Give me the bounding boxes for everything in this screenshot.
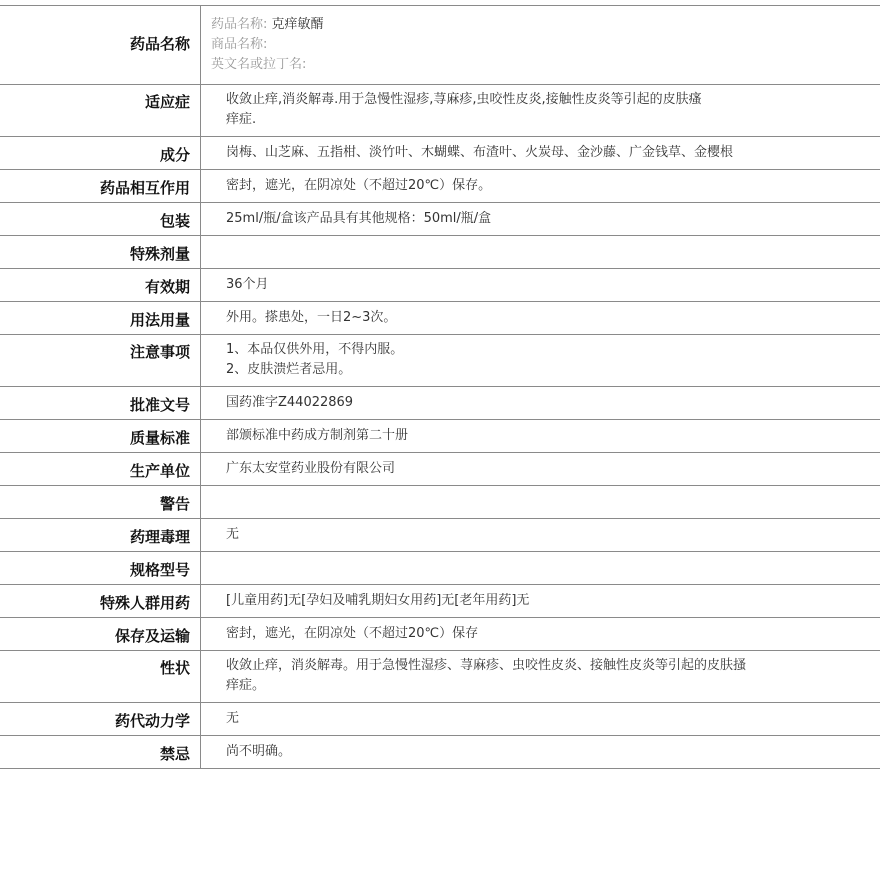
row-pharmacokinetics [0,703,880,736]
value-indications [201,85,880,137]
row-contraindications [0,736,880,769]
label-drug-name: 药品名称 [0,6,201,85]
value-packaging: 25ml/瓶/盒该产品具有其他规格：50ml/瓶/盒 [201,203,880,236]
row-packaging [0,203,880,236]
row-pharmacology [0,519,880,552]
label-ingredients: 成分 [0,137,201,170]
row-special-dosage [0,236,880,269]
row-usage [0,302,880,335]
value-special-dosage [201,236,880,269]
row-warning [0,486,880,519]
value-description [201,651,880,703]
precautions-line-2: 2、皮肤溃烂者忌用。 [226,360,880,380]
row-ingredients [0,137,880,170]
description-line-2: 痒症。 [226,676,880,696]
label-pharmacokinetics: 药代动力学 [0,703,201,736]
label-validity: 有效期 [0,269,201,302]
label-special-groups: 特殊人群用药 [0,585,201,618]
generic-name-label: 药品名称: [211,17,267,32]
drug-spec-table [0,5,880,769]
label-approval: 批准文号 [0,387,201,420]
value-interactions: 密封，遮光，在阴凉处（不超过20℃）保存。 [201,170,880,203]
value-manufacturer: 广东太安堂药业股份有限公司 [201,453,880,486]
indications-line-2: 痒症. [226,110,880,130]
row-interactions [0,170,880,203]
precautions-line-1: 1、本品仅供外用，不得内服。 [226,340,880,360]
label-special-dosage: 特殊剂量 [0,236,201,269]
generic-name-value: 克痒敏醑 [272,17,324,32]
english-name-line [211,55,880,75]
label-storage: 保存及运输 [0,618,201,651]
label-precautions: 注意事项 [0,335,201,387]
value-usage: 外用。搽患处，一日2~3次。 [201,302,880,335]
label-pharmacology: 药理毒理 [0,519,201,552]
indications-line-1: 收敛止痒,消炎解毒.用于急慢性湿疹,荨麻疹,虫咬性皮炎,接触性皮炎等引起的皮肤瘙 [226,90,880,110]
row-standard [0,420,880,453]
row-description [0,651,880,703]
label-model: 规格型号 [0,552,201,585]
row-drug-name [0,6,880,85]
description-line-1: 收敛止痒，消炎解毒。用于急慢性湿疹、荨麻疹、虫咬性皮炎、接触性皮炎等引起的皮肤搔 [226,656,880,676]
generic-name-line [211,15,880,35]
label-packaging: 包装 [0,203,201,236]
english-name-label: 英文名或拉丁名: [211,57,306,72]
row-storage [0,618,880,651]
value-pharmacology: 无 [201,519,880,552]
label-description: 性状 [0,651,201,703]
value-drug-name [201,6,880,85]
label-usage: 用法用量 [0,302,201,335]
value-validity: 36个月 [201,269,880,302]
row-model [0,552,880,585]
row-indications [0,85,880,137]
row-validity [0,269,880,302]
value-precautions [201,335,880,387]
trade-name-line [211,35,880,55]
value-storage: 密封，遮光，在阴凉处（不超过20℃）保存 [201,618,880,651]
label-interactions: 药品相互作用 [0,170,201,203]
label-indications: 适应症 [0,85,201,137]
value-pharmacokinetics: 无 [201,703,880,736]
value-model [201,552,880,585]
label-contraindications: 禁忌 [0,736,201,769]
row-special-groups [0,585,880,618]
value-special-groups: [儿童用药]无[孕妇及哺乳期妇女用药]无[老年用药]无 [201,585,880,618]
label-manufacturer: 生产单位 [0,453,201,486]
label-standard: 质量标准 [0,420,201,453]
value-warning [201,486,880,519]
value-ingredients: 岗梅、山芝麻、五指柑、淡竹叶、木蝴蝶、布渣叶、火炭母、金沙藤、广金钱草、金樱根 [201,137,880,170]
row-precautions [0,335,880,387]
value-approval: 国药准字Z44022869 [201,387,880,420]
trade-name-label: 商品名称: [211,37,267,52]
row-manufacturer [0,453,880,486]
value-standard: 部颁标准中药成方制剂第二十册 [201,420,880,453]
row-approval [0,387,880,420]
value-contraindications: 尚不明确。 [201,736,880,769]
label-warning: 警告 [0,486,201,519]
